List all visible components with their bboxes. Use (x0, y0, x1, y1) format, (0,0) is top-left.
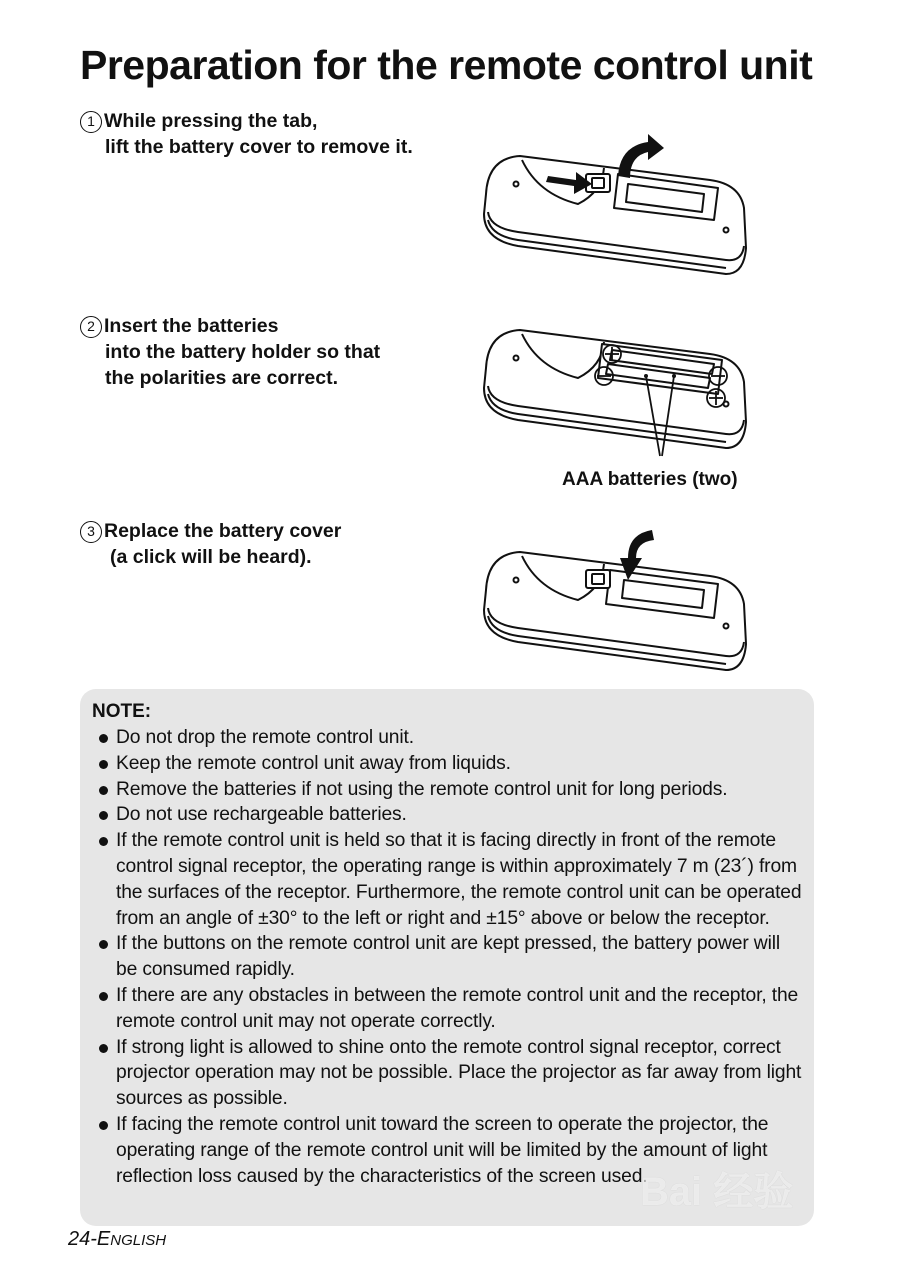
step-3-line-2: (a click will be heard). (110, 546, 312, 568)
note-item: Keep the remote control unit away from liquids. (92, 751, 804, 777)
page-footer (68, 1228, 166, 1251)
step-3-number: 3 (80, 521, 102, 543)
note-item: If the remote control unit is held so that it is facing directly in front of the remote control signal receptor, the operating range is within approximately 7 m (23´) from the surfaces of the receptor. Furthermore, the remote control unit can be operated from an angle of ±30° to the left or right and ±15° above or below the receptor. (92, 828, 804, 931)
step-3-instruction (80, 518, 341, 570)
remote-cover-replacement-figure (478, 528, 753, 680)
step-1-instruction (80, 108, 413, 160)
language-initial: E (96, 1228, 111, 1250)
note-item: If the buttons on the remote control unit are kept pressed, the battery power will be consumed rapidly. (92, 931, 804, 983)
step-1-line-1: While pressing the tab, (104, 110, 318, 132)
note-list (92, 725, 804, 1189)
step-2-line-1: Insert the batteries (104, 315, 279, 337)
note-title: NOTE: (92, 701, 152, 722)
page-title: Preparation for the remote control unit (80, 42, 813, 88)
step-1-line-2: lift the battery cover to remove it. (105, 136, 413, 158)
step-1-number: 1 (80, 111, 102, 133)
note-item: If there are any obstacles in between the remote control unit and the receptor, the remote control unit may not operate correctly. (92, 983, 804, 1035)
watermark: Bai 经验 (640, 1170, 794, 1214)
note-box (80, 689, 814, 1226)
note-item: Remove the batteries if not using the remote control unit for long periods. (92, 777, 804, 803)
step-3-line-1: Replace the battery cover (104, 520, 342, 542)
step-2-line-2: into the battery holder so that (105, 341, 381, 363)
page-number: 24- (68, 1228, 97, 1250)
step-2-number: 2 (80, 316, 102, 338)
language-rest: NGLISH (110, 1232, 167, 1249)
battery-caption: AAA batteries (two) (562, 469, 738, 490)
step-2-instruction (80, 313, 380, 391)
note-item: If facing the remote control unit toward the screen to operate the projector, the operating range of the remote control unit will be limited by the amount of light reflection loss caused by the characteristics of the screen used. (92, 1112, 804, 1189)
note-item: Do not drop the remote control unit. (92, 725, 804, 751)
remote-battery-insertion-figure (478, 320, 753, 460)
remote-cover-removal-figure (478, 128, 753, 280)
step-2-line-3: the polarities are correct. (105, 367, 339, 389)
note-item: If strong light is allowed to shine onto the remote control signal receptor, correct projector operation may not be possible. Place the projector as far away from light sources as possible. (92, 1035, 804, 1112)
note-item: Do not use rechargeable batteries. (92, 802, 804, 828)
